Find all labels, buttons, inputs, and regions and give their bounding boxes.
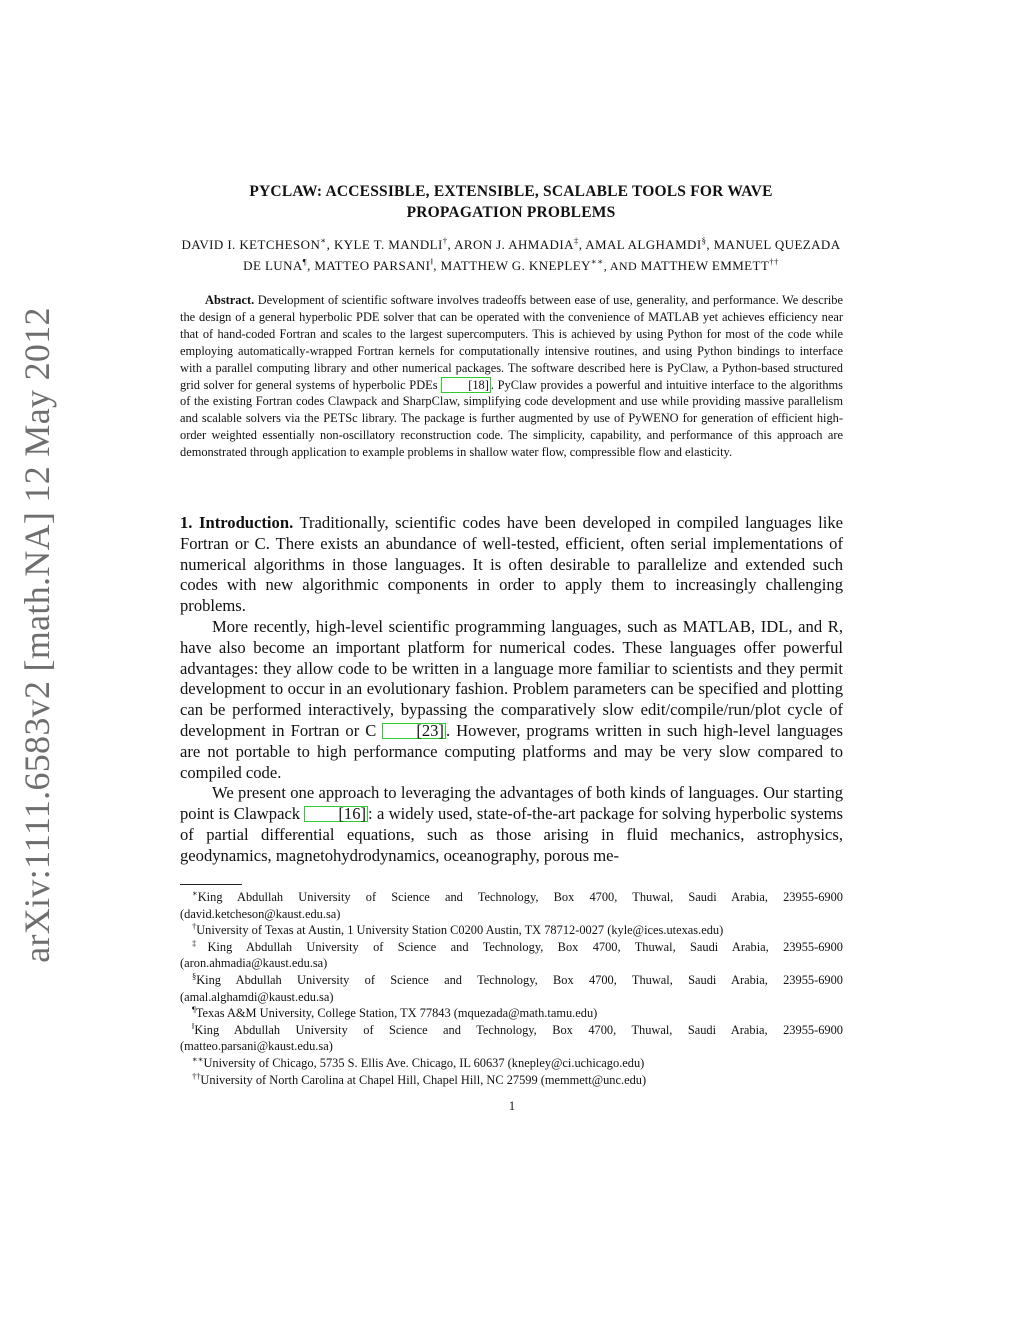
- section-heading: 1. Introduction.: [180, 513, 294, 532]
- footnote-mark: ‖: [192, 1020, 195, 1031]
- footnote-text: University of Texas at Austin, 1 University Station C0200 Austin, TX 78712-0027 (kyle@ices.utexas.edu): [196, 923, 724, 938]
- author-mandli: , KYLE T. MANDLI: [326, 237, 443, 252]
- introduction-section: [180, 513, 843, 867]
- author-and: , AND: [603, 259, 638, 273]
- footnote-mark: ‡: [192, 937, 208, 948]
- abstract-text: Development of scientific software involves tradeoffs between ease of use, generality, and performance. We describe the design of a general hyperbolic PDE solver that can be operated with the convenience of MATLAB yet achieves efficiency near that of hand-coded Fortran and scales to the largest supercomputers. This is achieved by using Python for most of the code while employing automatically-wrapped Fortran kernels for computationally intensive routines, and using Python bindings to interface with a parallel computing library and other numerical packages. The software described here is PyClaw, a Python-based structured grid solver for general systems of hyperbolic PDEs: [180, 293, 843, 392]
- abstract-text: . PyClaw provides a powerful and intuitive interface to the algorithms of the existing Fortran codes Clawpack and SharpClaw, simplifying code development and use while providing massive parallelism and scalable solvers via the PETSc library. The package is further augmented by use of PyWENO for generation of efficient high-order weighted essentially non-oscillatory reconstruction code. The simplicity, capability, and performance of this approach are demonstrated through application to example problems in shallow water flow, compressible flow and elasticity.: [180, 377, 843, 460]
- footnote-text: King Abdullah University of Science and Technology, Box 4700, Thuwal, Saudi Arabia, 23955-6900 (matteo.parsani@kaust.edu.sa): [180, 1022, 843, 1054]
- footnote: [180, 922, 843, 939]
- paragraph-text: . However, programs written in such high-level languages are not portable to high performance computing platforms and may be very slow compared to compiled code.: [180, 720, 843, 782]
- footnote-text: University of Chicago, 5735 S. Ellis Ave. Chicago, IL 60637 (knepley@ci.uchicago.edu): [203, 1055, 645, 1070]
- footnote-mark: ¶: [192, 1004, 196, 1015]
- footnote-mark: ∗: [192, 887, 198, 898]
- author-list: [180, 234, 842, 277]
- author-mark: †: [442, 235, 448, 246]
- footnote: [180, 972, 843, 1005]
- footnote: [180, 1072, 843, 1089]
- author-alghamdi: , AMAL ALGHAMDI: [578, 237, 702, 252]
- title-line-2: PROPAGATION PROBLEMS: [406, 204, 616, 221]
- citation-link[interactable]: [16]: [304, 806, 368, 822]
- author-emmett: MATTHEW EMMETT: [637, 258, 770, 273]
- author-ketcheson: DAVID I. KETCHESON: [181, 237, 321, 252]
- footnote-text: University of North Carolina at Chapel Hill, Chapel Hill, NC 27599 (memmett@unc.edu): [200, 1072, 647, 1087]
- arxiv-stamp: [12, 307, 62, 963]
- footnote: [180, 1055, 843, 1072]
- author-knepley: , MATTHEW G. KNEPLEY: [433, 258, 591, 273]
- author-mark: ‖: [430, 256, 434, 267]
- arxiv-identifier: arXiv:1111.6583v2 [math.NA] 12 May 2012: [17, 307, 57, 963]
- intro-paragraph-3: [180, 783, 843, 866]
- footnote-rule: [180, 884, 242, 885]
- author-parsani: , MATTEO PARSANI: [307, 258, 431, 273]
- footnotes: [180, 889, 843, 1088]
- paragraph-text: Traditionally, scientific codes have been developed in compiled languages like Fortran or C. There exists an abundance of well-tested, efficient, often serial implementations of numerical algorithms in those languages. It is often desirable to parallelize and extended such codes with new algorithmic components in order to apply them to increasingly challenging problems.: [180, 513, 843, 616]
- footnote-mark: ∗∗: [192, 1053, 204, 1064]
- footnote-text: King Abdullah University of Science and Technology, Box 4700, Thuwal, Saudi Arabia, 23955-6900 (david.ketcheson@kaust.edu.sa): [180, 890, 843, 921]
- intro-paragraph-2: [180, 617, 843, 783]
- footnote: [180, 889, 843, 922]
- abstract-label: Abstract.: [205, 293, 255, 307]
- paper-title: [180, 181, 842, 223]
- author-mark: ∗∗: [590, 256, 604, 267]
- abstract: [180, 292, 843, 461]
- footnote: [180, 939, 843, 972]
- footnote-mark: §: [192, 970, 197, 981]
- footnote-text: King Abdullah University of Science and Technology, Box 4700, Thuwal, Saudi Arabia, 23955-6900 (amal.alghamdi@kaust.edu.sa): [180, 972, 843, 1004]
- footnote: [180, 1005, 843, 1022]
- author-mark: ¶: [302, 256, 308, 267]
- footnote-mark: ††: [192, 1070, 201, 1081]
- author-mark: ‡: [573, 235, 579, 246]
- title-line-1: PYCLAW: ACCESSIBLE, EXTENSIBLE, SCALABLE TOOLS FOR WAVE: [249, 183, 773, 200]
- footnote-text: Texas A&M University, College Station, TX 77843 (mquezada@math.tamu.edu): [195, 1006, 598, 1021]
- citation-link[interactable]: [23]: [382, 723, 446, 739]
- paragraph-text: : a widely used, state-of-the-art package for solving hyperbolic systems of partial differential equations, such as those arising in fluid mechanics, astrophysics, geodynamics, magnetohydrodynamics, oceanography, porous me-: [180, 804, 843, 865]
- author-mark: ††: [769, 256, 779, 267]
- paragraph-text: We present one approach to leveraging the advantages of both kinds of languages. Our starting point is Clawpack: [180, 783, 843, 824]
- footnote-mark: †: [192, 921, 197, 932]
- author-quezada: , MANUEL QUEZADA DE LUNA: [243, 237, 841, 273]
- paragraph-text: More recently, high-level scientific programming languages, such as MATLAB, IDL, and R, have also become an important platform for numerical codes. These languages offer powerful advantages: they allow code to be written in a language more familiar to scientists and they permit development to occur in an evolutionary fashion. Problem parameters can be specified and plotting can be performed interactively, bypassing the comparatively slow edit/compile/run/plot cycle of development in Fortran or C: [180, 616, 843, 740]
- author-mark: ∗: [320, 235, 327, 246]
- author-mark: §: [701, 235, 707, 246]
- footnote: [180, 1022, 843, 1055]
- page-number: 1: [508, 1099, 516, 1113]
- author-ahmadia: , ARON J. AHMADIA: [447, 237, 574, 252]
- citation-link[interactable]: [18]: [441, 377, 491, 393]
- footnote-text: King Abdullah University of Science and Technology, Box 4700, Thuwal, Saudi Arabia, 23955-6900 (aron.ahmadia@kaust.edu.sa): [180, 939, 843, 971]
